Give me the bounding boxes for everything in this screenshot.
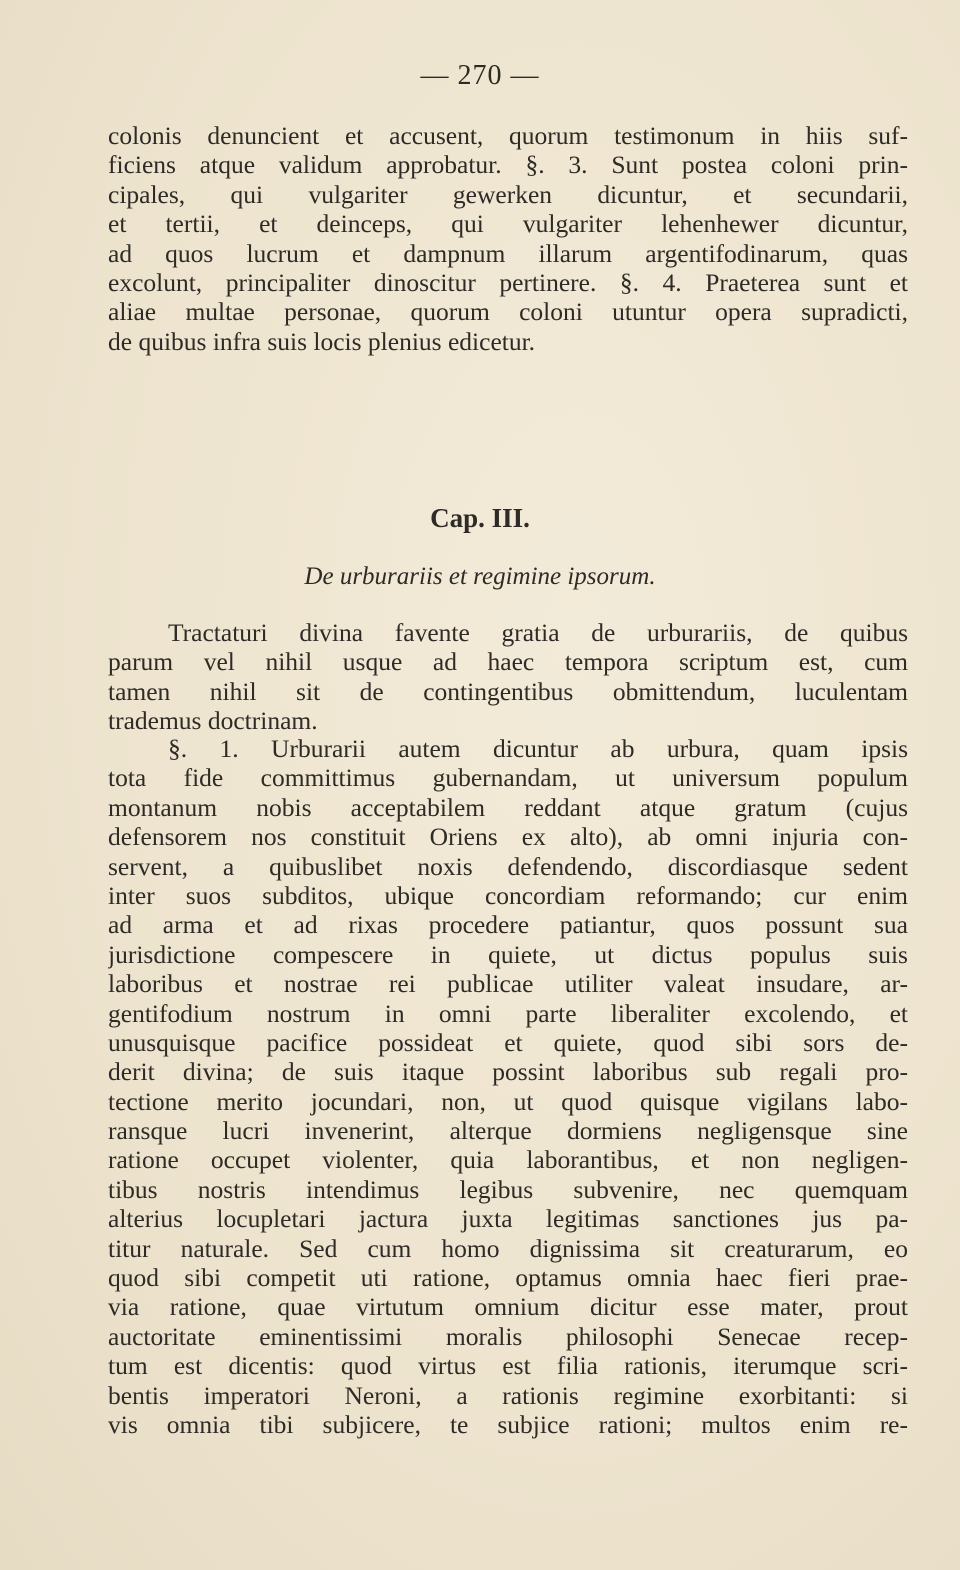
paragraph-1 xyxy=(108,121,908,356)
text-line: auctoritate eminentissimi moralis philosophi Senecae recep- xyxy=(108,1321,908,1351)
text-line: laboribus et nostrae rei publicae utiliter valeat insudare, ar- xyxy=(108,969,908,999)
text-line: §. 1. Urburarii autem dicuntur ab urbura, quam ipsis xyxy=(168,734,908,763)
text-line: inter suos subditos, ubique concordiam reformando; cur enim xyxy=(108,880,908,910)
text-line: derit divina; de suis itaque possint laboribus sub regali pro- xyxy=(108,1057,908,1087)
text-line: titur naturale. Sed cum homo dignissima sit creaturarum, eo xyxy=(108,1233,908,1263)
page-number: — 270 — xyxy=(420,60,540,91)
text-line: tamen nihil sit de contingentibus obmittendum, luculentam xyxy=(108,676,908,706)
text-line: jurisdictione compescere in quiete, ut dictus populus suis xyxy=(108,939,908,969)
text-line: bentis imperatori Neroni, a rationis regimine exorbitanti: si xyxy=(108,1380,908,1410)
text-line: ratione occupet violenter, quia laborantibus, et non negligen- xyxy=(108,1145,908,1175)
chapter-heading: Cap. III. xyxy=(430,503,530,533)
text-line: quod sibi competit uti ratione, optamus omnia haec fieri prae- xyxy=(108,1263,908,1293)
paragraph-2 xyxy=(108,618,908,736)
text-line: tota fide committimus gubernandam, ut universum populum xyxy=(108,763,908,793)
text-line: Tractaturi divina favente gratia de urburariis, de quibus xyxy=(168,618,908,647)
text-line: gentifodium nostrum in omni parte liberaliter excolendo, et xyxy=(108,998,908,1028)
text-line: parum vel nihil usque ad haec tempora scriptum est, cum xyxy=(108,647,908,677)
paragraph-3 xyxy=(108,734,908,1439)
text-line: servent, a quibuslibet noxis defendendo, discordiasque sedent xyxy=(108,851,908,881)
text-line: ad arma et ad rixas procedere patiantur, quos possunt sua xyxy=(108,910,908,940)
text-line: unusquisque pacifice possideat et quiete, quod sibi sors de- xyxy=(108,1027,908,1057)
text-line: defensorem nos constituit Oriens ex alto), ab omni injuria con- xyxy=(108,822,908,852)
text-line: ransque lucri invenerint, alterque dormiens negligensque sine xyxy=(108,1116,908,1146)
text-line: excolunt, principaliter dinoscitur pertinere. §. 4. Praeterea sunt et xyxy=(108,267,908,297)
text-line: trademus doctrinam. xyxy=(108,706,318,736)
chapter-subtitle: De urburariis et regimine ipsorum. xyxy=(304,563,656,590)
text-line: tectione merito jocundari, non, ut quod quisque vigilans labo- xyxy=(108,1086,908,1116)
text-line: via ratione, quae virtutum omnium dicitur esse mater, prout xyxy=(108,1292,908,1322)
text-line: de quibus infra suis locis plenius edicetur. xyxy=(108,326,536,356)
text-line: tum est dicentis: quod virtus est filia rationis, iterumque scri- xyxy=(108,1351,908,1381)
text-line: cipales, qui vulgariter gewerken dicuntur, et secundarii, xyxy=(108,179,908,209)
text-line: montanum nobis acceptabilem reddant atque gratum (cujus xyxy=(108,792,908,822)
text-line: alterius locupletari jactura juxta legitimas sanctiones jus pa- xyxy=(108,1204,908,1234)
text-line: colonis denuncient et accusent, quorum testimonum in hiis suf- xyxy=(108,121,908,150)
text-line: ficiens atque validum approbatur. §. 3. Sunt postea coloni prin- xyxy=(108,150,908,180)
text-line: et tertii, et deinceps, qui vulgariter lehenhewer dicuntur, xyxy=(108,209,908,239)
text-line: aliae multae personae, quorum coloni utuntur opera supradicti, xyxy=(108,297,908,327)
text-line: vis omnia tibi subjicere, te subjice rationi; multos enim re- xyxy=(108,1409,908,1439)
text-line: ad quos lucrum et dampnum illarum argentifodinarum, quas xyxy=(108,238,908,268)
text-line: tibus nostris intendimus legibus subvenire, nec quemquam xyxy=(108,1174,908,1204)
